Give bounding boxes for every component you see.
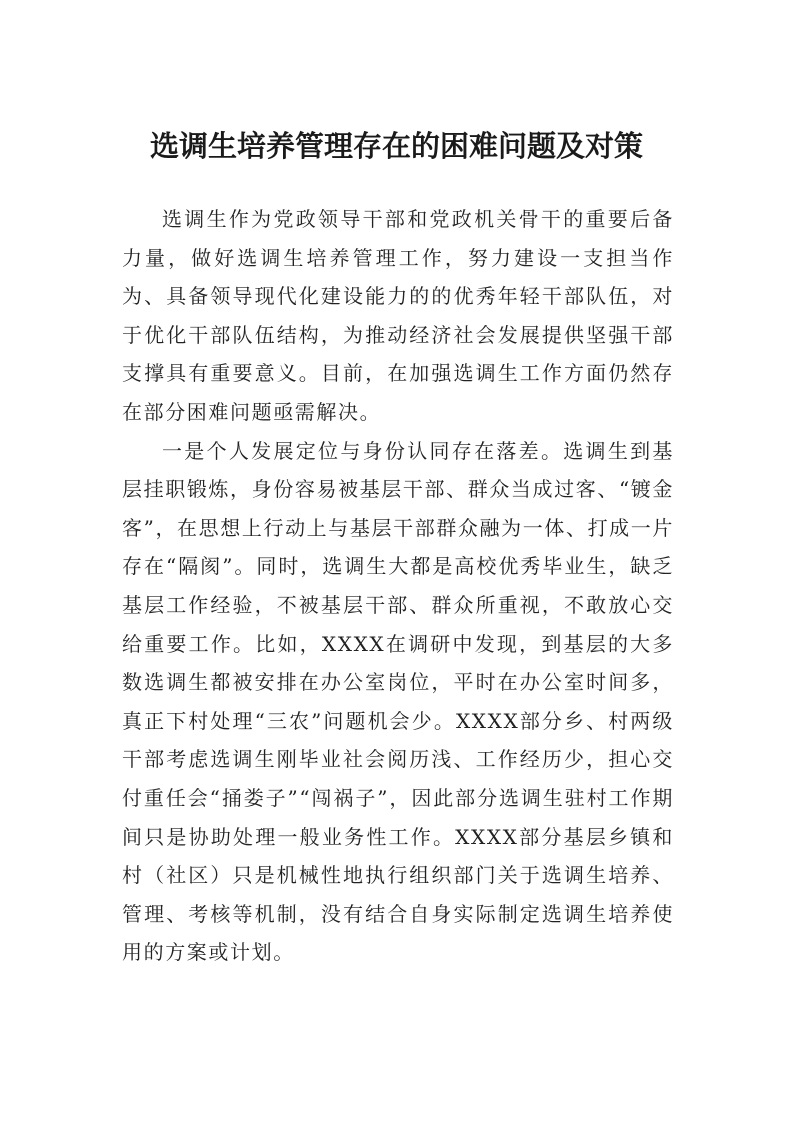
- paragraph-point-one-lead: 一是: [162, 438, 207, 463]
- paragraph-intro-text: 选调生作为党政领导干部和党政机关骨干的重要后备力量，做好选调生培养管理工作，努力建设一支担当作为、具备领导现代化建设能力的的优秀年轻干部队伍，对于优化干部队伍结构，为推动经济社会发展提供坚强干部支撑具有重要意义。目前，在加强选调生工作方面仍然存在部分困难问题亟需解决。: [122, 207, 674, 424]
- paragraph-point-one-text: 个人发展定位与身份认同存在落差。选调生到基层挂职锻炼，身份容易被基层干部、群众当成过客、“镀金客”，在思想上行动上与基层干部群众融为一体、打成一片存在“隔阂”。同时，选调生大都是高校优秀毕业生，缺乏基层工作经验，不被基层干部、群众所重视，不敢放心交给重要工作。比如，XXXX在调研中发现，到基层的大多数选调生都被安排在办公室岗位，平时在办公室时间多，真正下村处理“三农”问题机会少。XXXX部分乡、村两级干部考虑选调生刚毕业社会阅历浅、工作经历少，担心交付重任会“捅娄子”“闯祸子”，因此部分选调生驻村工作期间只是协助处理一般业务性工作。XXXX部分基层乡镇和村（社区）只是机械性地执行组织部门关于选调生培养、管理、考核等机制，没有结合自身实际制定选调生培养使用的方案或计划。: [122, 438, 675, 965]
- paragraph-intro: [122, 200, 674, 432]
- document-title: 选调生培养管理存在的困难问题及对策: [149, 129, 643, 163]
- paragraph-point-one: [122, 432, 674, 972]
- document-body: [122, 200, 674, 972]
